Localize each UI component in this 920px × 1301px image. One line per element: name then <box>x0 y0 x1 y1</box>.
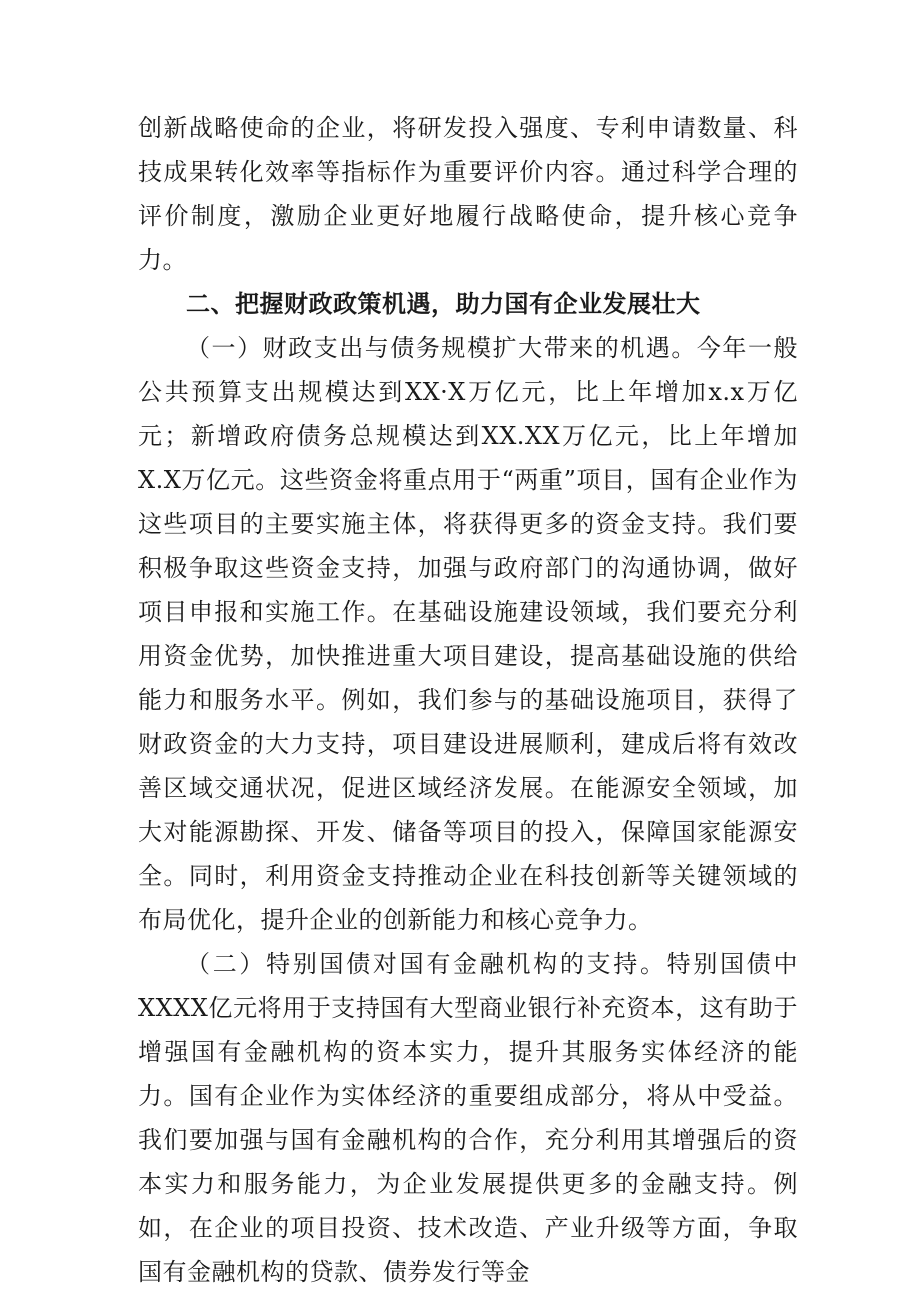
paragraph-fiscal-expenditure: （一）财政支出与债务规模扩大带来的机遇。今年一般公共预算支出规模达到XX·X万亿元，比上年增加x.x万亿元；新增政府债务总规模达到XX.XX万亿元，比上年增加X.X万亿元。这些资金将重点用于“两重”项目，国有企业作为这些项目的主要实施主体，将获得更多的资金支持。我们要积极争取这些资金支持，加强与政府部门的沟通协调，做好项目申报和实施工作。在基础设施建设领域，我们要充分利用资金优势，加快推进重大项目建设，提高基础设施的供给能力和服务水平。例如，我们参与的基础设施项目，获得了财政资金的大力支持，项目建设进展顺利，建成后将有效改善区域交通状况，促进区域经济发展。在能源安全领域，加大对能源勘探、开发、储备等项目的投入，保障国家能源安全。同时，利用资金支持推动企业在科技创新等关键领域的布局优化，提升企业的创新能力和核心竞争力。 <box>138 334 798 934</box>
section-heading: 二、把握财政政策机遇，助力国有企业发展壮大 <box>186 290 701 318</box>
paragraph-special-bonds: （二）特别国债对国有金融机构的支持。特别国债中XXXX亿元将用于支持国有大型商业银行补充资本，这有助于增强国有金融机构的资本实力，提升其服务实体经济的能力。国有企业作为实体经济的重要组成部分，将从中受益。我们要加强与国有金融机构的合作，充分利用其增强后的资本实力和服务能力，为企业发展提供更多的金融支持。例如，在企业的项目投资、技术改造、产业升级等方面，争取国有金融机构的贷款、债券发行等金 <box>138 950 798 1286</box>
document-body <box>138 106 798 1294</box>
continuation-paragraph: 创新战略使命的企业，将研发投入强度、专利申请数量、科技成果转化效率等指标作为重要评价内容。通过科学合理的评价制度，激励企业更好地履行战略使命，提升核心竞争力。 <box>138 114 798 274</box>
